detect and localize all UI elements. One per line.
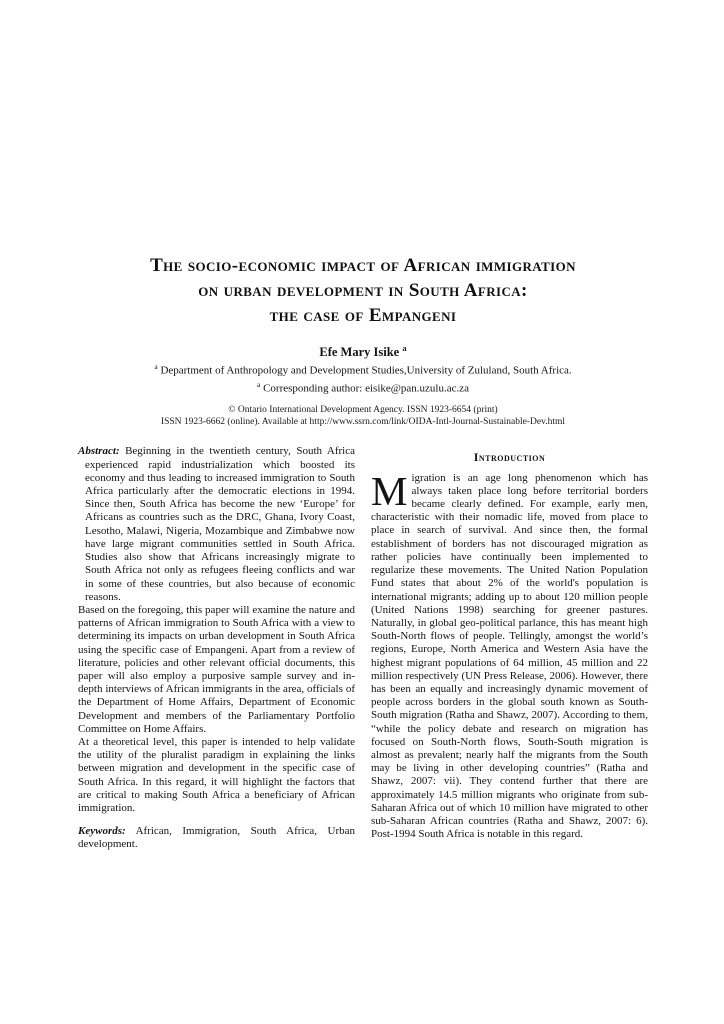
keywords-text: African, Immigration, South Africa, Urban development. — [78, 825, 355, 851]
title-block — [78, 253, 648, 428]
two-column-body — [78, 445, 648, 851]
paper-title-line-2: on urban development in South Africa: — [198, 280, 528, 301]
dropcap-letter: M — [371, 467, 408, 514]
right-column-introduction — [371, 445, 648, 851]
author-affiliation-mark: a — [402, 343, 407, 353]
affiliation-line — [78, 360, 648, 378]
keywords-line — [78, 825, 355, 851]
left-column-abstract — [78, 445, 355, 851]
corresponding-author-line — [78, 378, 648, 396]
keywords-label: Keywords: — [78, 825, 126, 838]
introduction-heading: Introduction — [473, 450, 546, 465]
introduction-paragraph-1 — [371, 467, 648, 842]
introduction-paragraph-1-text: igration is an age long phenomenon which has always taken place long before territorial borders became clearly defined. For example, early men, characteristic with their nomadic life, moved from place to place in search of survival. And since then, the formal establishment of borders has not discouraged migration as rather policies have continually been implemented to regularize these movements. The United Nation Population Fund states that about 2% of the world's population is international migrants; adding up to about 120 million people (United Nations 1998) searching for greener pastures. Naturally, in global geo-political parlance, this has meant high South-North flows of people. Tellingly, amongst the world’s regions, Europe, North America and Western Asia have the highest migrant populations of 64 million, 45 million and 22 million respectively (UN Press Release, 2006). However, there has been an equally and increasingly dynamic movement of people across borders in the global south known as South-South migration (Ratha and Shawz, 2007). According to them, “while the policy debate and research on migration has focused on South-North flows, South-South migration is almost as prevalent; nearly half the migrants from the South may be living in other developing countries” (Ratha and Shawz, 2007: vii). They contend further that there are approximately 14.5 million migrants who originate from sub-Saharan Africa out of which 10 million have migrated to other sub-Saharan African countries (Ratha and Shawz, 2007: 6). Post-1994 South Africa is notable in this regard. — [371, 471, 648, 841]
copyright-block — [78, 404, 648, 428]
abstract-paragraph-1 — [78, 445, 355, 603]
abstract-paragraph-2: Based on the foregoing, this paper will examine the nature and patterns of African immigration to South Africa with a view to determining its impacts on urban development in South Africa using the specific case of Empangeni. Apart from a review of literature, policies and other relevant official documents, this paper will also employ a purposive sample survey and in-depth interviews of African immigrants in the area, officials of the Department of Home Affairs, Department of Economic Development and members of the Parliamentary Portfolio Committee on Home Affairs. — [78, 603, 355, 735]
paper-title-line-1: The socio-economic impact of African immigration — [150, 255, 576, 276]
corresponding-text: Corresponding author: eisike@pan.uzulu.ac.za — [263, 382, 470, 395]
affiliation-mark: a — [154, 362, 158, 372]
abstract-label: Abstract: — [78, 445, 120, 458]
copyright-line-1: © Ontario International Development Agency. ISSN 1923-6654 (print) — [228, 405, 498, 416]
copyright-line-2: ISSN 1923-6662 (online). Available at http://www.ssrn.com/link/OIDA-Intl-Journal-Sustainable-Dev.html — [160, 417, 566, 428]
paper-title — [78, 253, 648, 328]
paper-title-line-3: the case of Empangeni — [269, 305, 457, 326]
author-line — [78, 341, 648, 360]
affiliation-text: Department of Anthropology and Development Studies,University of Zululand, South Africa. — [160, 364, 572, 377]
abstract-paragraph-3: At a theoretical level, this paper is intended to help validate the utility of the pluralist paradigm in explaining the links between migration and development in the specific case of South Africa. In this regard, it will highlight the factors that are critical to making South Africa a beneficiary of African immigration. — [78, 735, 355, 814]
corresponding-mark: a — [256, 379, 261, 389]
author-name: Efe Mary Isike — [319, 345, 400, 360]
abstract-paragraph-1-text: Beginning in the twentieth century, South Africa experienced rapid industrialization which boosted its economy and thus leading to increased immigration to South Africa particularly after the democratic elections in 1994. Since then, South Africa has become the new ‘Europe’ for Africans as countries such as the DRC, Ghana, Ivory Coast, Lesotho, Malawi, Nigeria, Mozambique and Zimbabwe now have large migrant communities settled in South Africa. Studies also show that Africans increasingly migrate to South Africa not only as refugees fleeing conflicts and war in some of these countries, but also because of economic reasons. — [85, 445, 355, 603]
